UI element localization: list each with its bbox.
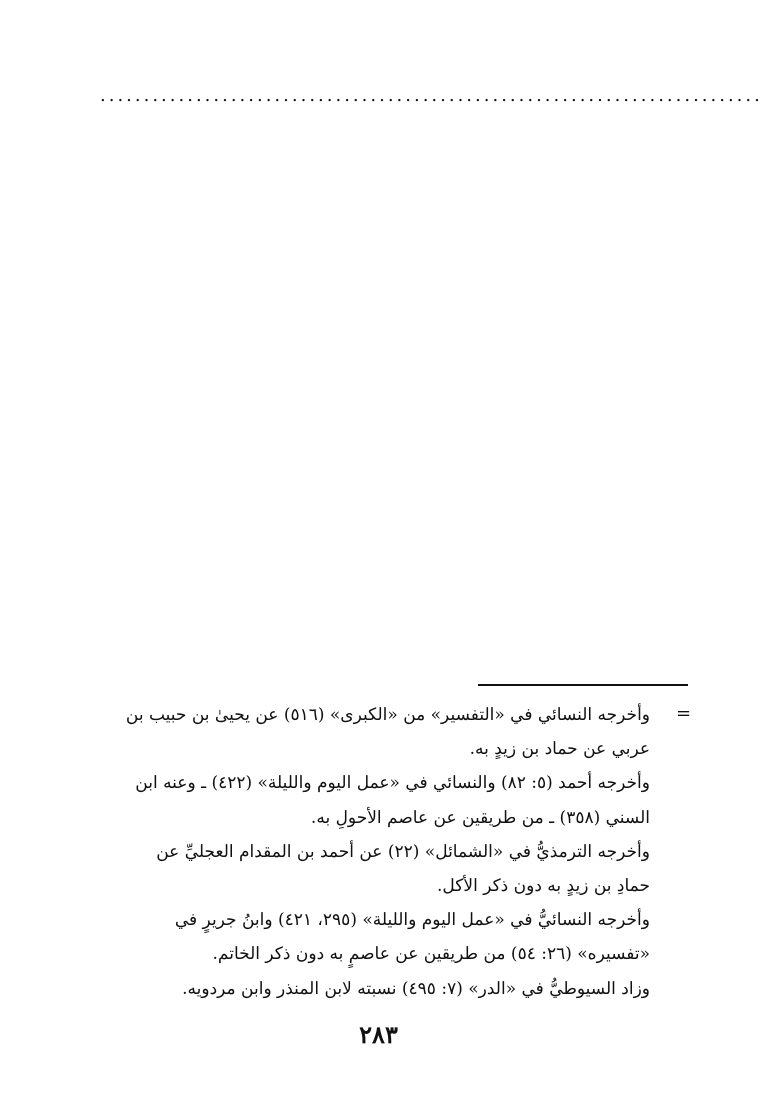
- footnote-line-7: وأخرجه النسائيُّ في «عمل اليوم والليلة» (٢٩٥، ٤٢١) وابنُ جريرٍ في: [174, 910, 650, 931]
- footnote-line-2: عربي عن حماد بن زيدٍ به.: [469, 739, 650, 760]
- footnote-continuation-mark: =: [676, 703, 692, 724]
- footnote-separator-line: [478, 684, 688, 686]
- footnote-line-5: وأخرجه الترمذيُّ في «الشمائل» (٢٢) عن أحمد بن المقدام العجليِّ عن: [156, 841, 650, 862]
- footnote-line-9: وزاد السيوطيُّ في «الدر» (٧: ٤٩٥) نسبته لابن المنذر وابن مردويه.: [182, 978, 650, 999]
- footnote-line-1: وأخرجه النسائي في «التفسير» من «الكبرى» (٥١٦) عن يحيىٰ بن حبيب بن: [125, 705, 650, 725]
- footnote-line-3: وأخرجه أحمد (٥: ٨٢) والنسائي في «عمل اليوم والليلة» (٤٢٢) ـ وعنه ابن: [135, 773, 650, 794]
- footnote-line-6: حمادِ بن زيدٍ به دون ذكر الأكل.: [437, 876, 650, 897]
- footnote-text: [90, 698, 650, 1006]
- page-number: ٢٨٣: [359, 1020, 398, 1049]
- dotted-separator: ............................................................................: [100, 85, 763, 106]
- footnote-line-8: «تفسيره» (٢٦: ٥٤) من طريقين عن عاصمٍ به دون ذكر الخاتم.: [212, 944, 650, 965]
- footnote-line-4: السني (٣٥٨) ـ من طريقين عن عاصم الأحولِ به.: [310, 807, 650, 828]
